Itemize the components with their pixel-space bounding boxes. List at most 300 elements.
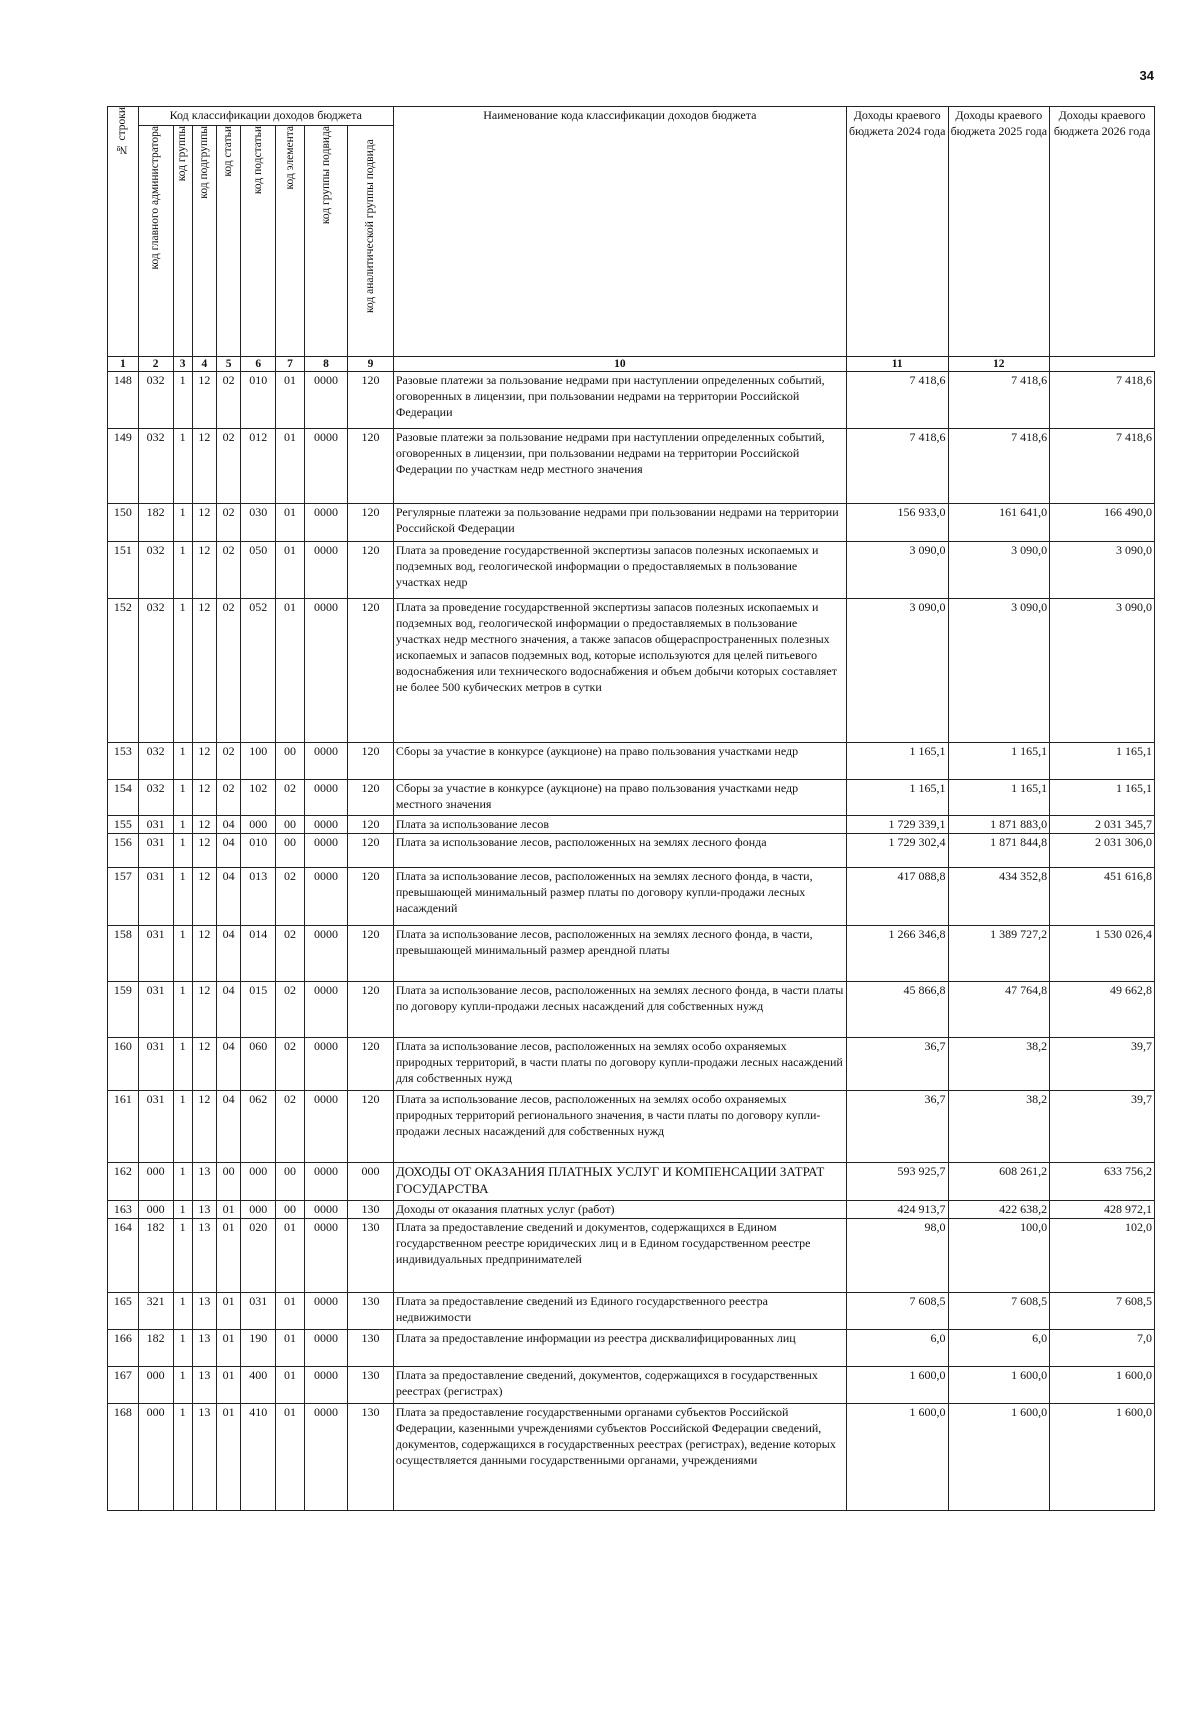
table-row <box>108 504 1155 542</box>
column-number: 1 <box>108 357 139 372</box>
code-admin: 032 <box>138 372 173 429</box>
code-article: 02 <box>217 542 241 599</box>
amount-2025: 3 090,0 <box>948 599 1050 743</box>
code-element: 01 <box>276 542 305 599</box>
code-analytic-group: 130 <box>348 1219 394 1293</box>
column-number: 12 <box>948 357 1050 372</box>
amount-2025: 7 608,5 <box>948 1293 1050 1330</box>
code-analytic-group: 120 <box>348 816 394 834</box>
amount-2026: 451 616,8 <box>1050 868 1155 926</box>
table-row <box>108 599 1155 743</box>
table-row <box>108 372 1155 429</box>
code-subgroup: 12 <box>192 1038 216 1091</box>
code-subgroup: 13 <box>192 1201 216 1219</box>
amount-2026: 1 600,0 <box>1050 1367 1155 1404</box>
code-analytic-group: 120 <box>348 834 394 868</box>
code-group: 1 <box>173 982 192 1038</box>
code-element: 00 <box>276 743 305 780</box>
code-subgroup: 13 <box>192 1330 216 1367</box>
amount-2024: 417 088,8 <box>846 868 948 926</box>
amount-2026: 1 165,1 <box>1050 780 1155 816</box>
code-group: 1 <box>173 780 192 816</box>
code-element: 00 <box>276 1201 305 1219</box>
revenue-name: Плата за проведение государственной экспертизы запасов полезных ископаемых и подземных вод, геологической информации о предоставляемых в пользование участках недр <box>393 542 846 599</box>
code-group: 1 <box>173 868 192 926</box>
amount-2025: 7 418,6 <box>948 429 1050 504</box>
code-admin: 000 <box>138 1163 173 1201</box>
table-row <box>108 834 1155 868</box>
code-article: 04 <box>217 982 241 1038</box>
code-subgroup: 12 <box>192 868 216 926</box>
code-subgroup: 12 <box>192 429 216 504</box>
column-number: 4 <box>192 357 216 372</box>
amount-2026: 2 031 345,7 <box>1050 816 1155 834</box>
code-subarticle: 012 <box>241 429 276 504</box>
code-subarticle: 014 <box>241 926 276 982</box>
code-subtype-group: 0000 <box>304 926 347 982</box>
code-analytic-group: 130 <box>348 1293 394 1330</box>
amount-2024: 36,7 <box>846 1091 948 1163</box>
code-article: 02 <box>217 504 241 542</box>
row-number: 149 <box>108 429 139 504</box>
amount-2026: 39,7 <box>1050 1091 1155 1163</box>
code-subtype-group: 0000 <box>304 1330 347 1367</box>
table-row <box>108 1091 1155 1163</box>
code-subarticle: 015 <box>241 982 276 1038</box>
code-group: 1 <box>173 429 192 504</box>
code-article: 01 <box>217 1293 241 1330</box>
code-subarticle: 400 <box>241 1367 276 1404</box>
column-number: 10 <box>393 357 846 372</box>
amount-2026: 102,0 <box>1050 1219 1155 1293</box>
code-element: 02 <box>276 1091 305 1163</box>
code-article: 01 <box>217 1219 241 1293</box>
code-element: 02 <box>276 780 305 816</box>
page-number: 34 <box>1139 68 1154 83</box>
revenue-name: Сборы за участие в конкурсе (аукционе) на право пользования участками недр <box>393 743 846 780</box>
amount-2024: 45 866,8 <box>846 982 948 1038</box>
code-article: 01 <box>217 1404 241 1511</box>
code-subtype-group: 0000 <box>304 743 347 780</box>
row-number: 159 <box>108 982 139 1038</box>
amount-2024: 1 266 346,8 <box>846 926 948 982</box>
amount-2024: 7 418,6 <box>846 429 948 504</box>
code-subarticle: 102 <box>241 780 276 816</box>
code-group: 1 <box>173 504 192 542</box>
code-admin: 182 <box>138 1330 173 1367</box>
code-subgroup: 13 <box>192 1293 216 1330</box>
amount-2024: 3 090,0 <box>846 542 948 599</box>
amount-2024: 1 729 302,4 <box>846 834 948 868</box>
amount-2026: 428 972,1 <box>1050 1201 1155 1219</box>
amount-2026: 7 418,6 <box>1050 429 1155 504</box>
code-element: 02 <box>276 868 305 926</box>
code-group: 1 <box>173 1038 192 1091</box>
amount-2026: 633 756,2 <box>1050 1163 1155 1201</box>
code-subarticle: 000 <box>241 816 276 834</box>
code-article: 02 <box>217 743 241 780</box>
row-number: 157 <box>108 868 139 926</box>
amount-2026: 1 600,0 <box>1050 1404 1155 1511</box>
code-admin: 321 <box>138 1293 173 1330</box>
code-element: 01 <box>276 372 305 429</box>
code-article: 02 <box>217 599 241 743</box>
code-admin: 182 <box>138 1219 173 1293</box>
code-subgroup: 12 <box>192 504 216 542</box>
code-subarticle: 062 <box>241 1091 276 1163</box>
code-subtype-group: 0000 <box>304 429 347 504</box>
code-analytic-group: 120 <box>348 743 394 780</box>
code-subarticle: 060 <box>241 1038 276 1091</box>
header-code-group-col: код группы <box>173 126 192 357</box>
revenue-name: Плата за предоставление сведений и документов, содержащихся в Едином государственном реестре юридических лиц и в Едином государственном реестре индивидуальных предпринимателей <box>393 1219 846 1293</box>
row-number: 153 <box>108 743 139 780</box>
code-group: 1 <box>173 372 192 429</box>
revenue-name: Плата за предоставление сведений, документов, содержащихся в государственных реестрах (регистрах) <box>393 1367 846 1404</box>
header-code-subgroup: код подгруппы <box>192 126 216 357</box>
code-article: 01 <box>217 1367 241 1404</box>
code-group: 1 <box>173 1201 192 1219</box>
code-subtype-group: 0000 <box>304 599 347 743</box>
code-element: 00 <box>276 816 305 834</box>
code-analytic-group: 120 <box>348 542 394 599</box>
code-admin: 000 <box>138 1201 173 1219</box>
code-group: 1 <box>173 1219 192 1293</box>
revenue-name: Плата за использование лесов, расположенных на землях особо охраняемых природных территорий, в части платы по договору купли-продажи лесных насаждений для собственных нужд <box>393 1038 846 1091</box>
code-subarticle: 050 <box>241 542 276 599</box>
amount-2024: 3 090,0 <box>846 599 948 743</box>
code-subgroup: 12 <box>192 926 216 982</box>
row-number: 156 <box>108 834 139 868</box>
code-subarticle: 013 <box>241 868 276 926</box>
code-analytic-group: 120 <box>348 1038 394 1091</box>
code-analytic-group: 120 <box>348 926 394 982</box>
table-row <box>108 816 1155 834</box>
amount-2024: 6,0 <box>846 1330 948 1367</box>
header-code-admin: код главного администратора <box>138 126 173 357</box>
code-subtype-group: 0000 <box>304 868 347 926</box>
code-element: 02 <box>276 1038 305 1091</box>
amount-2025: 1 389 727,2 <box>948 926 1050 982</box>
code-element: 00 <box>276 834 305 868</box>
code-subarticle: 010 <box>241 834 276 868</box>
code-group: 1 <box>173 1367 192 1404</box>
amount-2026: 49 662,8 <box>1050 982 1155 1038</box>
code-subtype-group: 0000 <box>304 1219 347 1293</box>
code-subarticle: 190 <box>241 1330 276 1367</box>
code-subgroup: 12 <box>192 599 216 743</box>
code-analytic-group: 120 <box>348 429 394 504</box>
amount-2025: 47 764,8 <box>948 982 1050 1038</box>
code-subtype-group: 0000 <box>304 504 347 542</box>
row-number: 163 <box>108 1201 139 1219</box>
code-admin: 031 <box>138 816 173 834</box>
code-analytic-group: 120 <box>348 1091 394 1163</box>
code-article: 04 <box>217 1038 241 1091</box>
amount-2025: 161 641,0 <box>948 504 1050 542</box>
header-year-2025: Доходы краевого бюджета 2025 года <box>948 107 1050 357</box>
code-element: 01 <box>276 1330 305 1367</box>
header-row-number: № строки <box>108 107 139 357</box>
amount-2026: 7 608,5 <box>1050 1293 1155 1330</box>
code-element: 01 <box>276 1219 305 1293</box>
header-code-subarticle: код подстатьи <box>241 126 276 357</box>
code-article: 01 <box>217 1201 241 1219</box>
row-number: 160 <box>108 1038 139 1091</box>
amount-2025: 7 418,6 <box>948 372 1050 429</box>
amount-2026: 1 165,1 <box>1050 743 1155 780</box>
table-row <box>108 868 1155 926</box>
column-number: 5 <box>217 357 241 372</box>
code-analytic-group: 120 <box>348 372 394 429</box>
amount-2026: 7,0 <box>1050 1330 1155 1367</box>
amount-2024: 1 165,1 <box>846 743 948 780</box>
code-article: 04 <box>217 816 241 834</box>
code-group: 1 <box>173 926 192 982</box>
code-subgroup: 12 <box>192 780 216 816</box>
code-analytic-group: 120 <box>348 780 394 816</box>
amount-2025: 422 638,2 <box>948 1201 1050 1219</box>
code-admin: 031 <box>138 926 173 982</box>
code-subgroup: 12 <box>192 372 216 429</box>
amount-2026: 7 418,6 <box>1050 372 1155 429</box>
code-element: 01 <box>276 1404 305 1511</box>
row-number: 167 <box>108 1367 139 1404</box>
row-number: 154 <box>108 780 139 816</box>
row-number: 165 <box>108 1293 139 1330</box>
code-subtype-group: 0000 <box>304 542 347 599</box>
code-element: 01 <box>276 1367 305 1404</box>
code-subarticle: 010 <box>241 372 276 429</box>
code-subgroup: 13 <box>192 1219 216 1293</box>
header-code-article: код статьи <box>217 126 241 357</box>
code-group: 1 <box>173 599 192 743</box>
row-number: 152 <box>108 599 139 743</box>
code-article: 04 <box>217 868 241 926</box>
code-analytic-group: 130 <box>348 1330 394 1367</box>
column-number: 9 <box>348 357 394 372</box>
code-subtype-group: 0000 <box>304 1404 347 1511</box>
amount-2024: 1 165,1 <box>846 780 948 816</box>
code-group: 1 <box>173 1293 192 1330</box>
revenue-name: ДОХОДЫ ОТ ОКАЗАНИЯ ПЛАТНЫХ УСЛУГ И КОМПЕНСАЦИИ ЗАТРАТ ГОСУДАРСТВА <box>393 1163 846 1201</box>
code-article: 04 <box>217 926 241 982</box>
table-row <box>108 1367 1155 1404</box>
row-number: 150 <box>108 504 139 542</box>
header-name: Наименование кода классификации доходов бюджета <box>393 107 846 357</box>
code-admin: 000 <box>138 1404 173 1511</box>
table-row <box>108 1219 1155 1293</box>
code-element: 01 <box>276 599 305 743</box>
table-row <box>108 1404 1155 1511</box>
code-element: 01 <box>276 429 305 504</box>
header-code-subtype-group: код группы подвида <box>304 126 347 357</box>
code-subtype-group: 0000 <box>304 1367 347 1404</box>
code-subarticle: 020 <box>241 1219 276 1293</box>
code-article: 00 <box>217 1163 241 1201</box>
table-row <box>108 982 1155 1038</box>
code-subtype-group: 0000 <box>304 1038 347 1091</box>
table-header <box>108 107 1155 372</box>
code-admin: 000 <box>138 1367 173 1404</box>
code-subarticle: 100 <box>241 743 276 780</box>
table-row <box>108 429 1155 504</box>
revenue-name: Плата за использование лесов, расположенных на землях лесного фонда <box>393 834 846 868</box>
table-row <box>108 1038 1155 1091</box>
code-subtype-group: 0000 <box>304 816 347 834</box>
code-admin: 031 <box>138 1091 173 1163</box>
revenue-name: Разовые платежи за пользование недрами при наступлении определенных событий, оговоренных в лицензии, при пользовании недрами на территории Российской Федерации <box>393 372 846 429</box>
amount-2025: 1 871 883,0 <box>948 816 1050 834</box>
column-numbers-row <box>108 357 1155 372</box>
amount-2025: 6,0 <box>948 1330 1050 1367</box>
code-subtype-group: 0000 <box>304 1163 347 1201</box>
code-subtype-group: 0000 <box>304 780 347 816</box>
revenue-name: Доходы от оказания платных услуг (работ) <box>393 1201 846 1219</box>
row-number: 164 <box>108 1219 139 1293</box>
revenue-name: Плата за предоставление сведений из Единого государственного реестра недвижимости <box>393 1293 846 1330</box>
row-number: 151 <box>108 542 139 599</box>
budget-revenue-table <box>107 106 1155 1511</box>
table-row <box>108 1293 1155 1330</box>
code-admin: 182 <box>138 504 173 542</box>
table-body <box>108 372 1155 1511</box>
code-admin: 031 <box>138 868 173 926</box>
amount-2026: 2 031 306,0 <box>1050 834 1155 868</box>
header-year-2026: Доходы краевого бюджета 2026 года <box>1050 107 1155 357</box>
row-number: 162 <box>108 1163 139 1201</box>
amount-2024: 7 608,5 <box>846 1293 948 1330</box>
amount-2026: 1 530 026,4 <box>1050 926 1155 982</box>
code-subtype-group: 0000 <box>304 982 347 1038</box>
amount-2025: 1 600,0 <box>948 1404 1050 1511</box>
amount-2024: 156 933,0 <box>846 504 948 542</box>
row-number: 148 <box>108 372 139 429</box>
revenue-name: Плата за предоставление информации из реестра дисквалифицированных лиц <box>393 1330 846 1367</box>
code-article: 04 <box>217 1091 241 1163</box>
header-code-analytic-group: код аналитической группы подвида <box>348 126 394 357</box>
column-number: 11 <box>846 357 948 372</box>
code-group: 1 <box>173 1404 192 1511</box>
amount-2026: 3 090,0 <box>1050 599 1155 743</box>
amount-2026: 166 490,0 <box>1050 504 1155 542</box>
revenue-name: Плата за использование лесов, расположенных на землях лесного фонда, в части платы по договору купли-продажи лесных насаждений для собственных нужд <box>393 982 846 1038</box>
code-admin: 031 <box>138 834 173 868</box>
code-element: 02 <box>276 982 305 1038</box>
code-subgroup: 13 <box>192 1367 216 1404</box>
table-row <box>108 542 1155 599</box>
amount-2024: 424 913,7 <box>846 1201 948 1219</box>
column-number: 2 <box>138 357 173 372</box>
amount-2025: 1 165,1 <box>948 743 1050 780</box>
code-admin: 032 <box>138 599 173 743</box>
code-subarticle: 052 <box>241 599 276 743</box>
code-subtype-group: 0000 <box>304 372 347 429</box>
code-subgroup: 12 <box>192 542 216 599</box>
amount-2024: 1 729 339,1 <box>846 816 948 834</box>
amount-2026: 39,7 <box>1050 1038 1155 1091</box>
header-code-element: код элемента <box>276 126 305 357</box>
code-group: 1 <box>173 743 192 780</box>
amount-2024: 593 925,7 <box>846 1163 948 1201</box>
column-number: 7 <box>276 357 305 372</box>
code-subtype-group: 0000 <box>304 1091 347 1163</box>
code-subarticle: 030 <box>241 504 276 542</box>
table-row <box>108 1330 1155 1367</box>
code-group: 1 <box>173 816 192 834</box>
code-admin: 032 <box>138 780 173 816</box>
column-number: 8 <box>304 357 347 372</box>
code-subtype-group: 0000 <box>304 834 347 868</box>
amount-2025: 1 871 844,8 <box>948 834 1050 868</box>
code-admin: 032 <box>138 429 173 504</box>
amount-2025: 100,0 <box>948 1219 1050 1293</box>
revenue-name: Разовые платежи за пользование недрами при наступлении определенных событий, оговоренных в лицензии, при пользовании недрами на территории Российской Федерации по участкам недр местного значения <box>393 429 846 504</box>
code-subarticle: 000 <box>241 1201 276 1219</box>
code-subgroup: 13 <box>192 1404 216 1511</box>
row-number: 168 <box>108 1404 139 1511</box>
revenue-name: Плата за использование лесов, расположенных на землях лесного фонда, в части, превышающей минимальный размер арендной платы <box>393 926 846 982</box>
code-article: 01 <box>217 1330 241 1367</box>
amount-2025: 1 165,1 <box>948 780 1050 816</box>
amount-2025: 608 261,2 <box>948 1163 1050 1201</box>
code-subtype-group: 0000 <box>304 1293 347 1330</box>
column-number: 3 <box>173 357 192 372</box>
amount-2025: 1 600,0 <box>948 1367 1050 1404</box>
code-element: 02 <box>276 926 305 982</box>
amount-2025: 38,2 <box>948 1038 1050 1091</box>
code-analytic-group: 130 <box>348 1201 394 1219</box>
amount-2024: 36,7 <box>846 1038 948 1091</box>
revenue-name: Плата за использование лесов, расположенных на землях лесного фонда, в части, превышающей минимальный размер платы по договору купли-продажи лесных насаждений <box>393 868 846 926</box>
code-article: 02 <box>217 372 241 429</box>
revenue-name: Регулярные платежи за пользование недрами при пользовании недрами на территории Российской Федерации <box>393 504 846 542</box>
code-group: 1 <box>173 542 192 599</box>
code-element: 01 <box>276 1293 305 1330</box>
table-row <box>108 926 1155 982</box>
revenue-name: Сборы за участие в конкурсе (аукционе) на право пользования участками недр местного значения <box>393 780 846 816</box>
table-row <box>108 743 1155 780</box>
column-number: 6 <box>241 357 276 372</box>
table-row <box>108 1201 1155 1219</box>
code-subarticle: 031 <box>241 1293 276 1330</box>
row-number: 158 <box>108 926 139 982</box>
code-analytic-group: 120 <box>348 982 394 1038</box>
code-element: 00 <box>276 1163 305 1201</box>
code-subgroup: 12 <box>192 743 216 780</box>
code-analytic-group: 130 <box>348 1404 394 1511</box>
amount-2026: 3 090,0 <box>1050 542 1155 599</box>
code-analytic-group: 000 <box>348 1163 394 1201</box>
code-subtype-group: 0000 <box>304 1201 347 1219</box>
code-subgroup: 12 <box>192 834 216 868</box>
table-row <box>108 1163 1155 1201</box>
code-group: 1 <box>173 834 192 868</box>
code-admin: 031 <box>138 1038 173 1091</box>
code-analytic-group: 120 <box>348 504 394 542</box>
row-number: 166 <box>108 1330 139 1367</box>
revenue-name: Плата за использование лесов <box>393 816 846 834</box>
amount-2024: 98,0 <box>846 1219 948 1293</box>
code-analytic-group: 130 <box>348 1367 394 1404</box>
code-element: 01 <box>276 504 305 542</box>
revenue-name: Плата за использование лесов, расположенных на землях особо охраняемых природных территорий регионального значения, в части платы по договору купли-продажи лесных насаждений для собственных нужд <box>393 1091 846 1163</box>
code-group: 1 <box>173 1091 192 1163</box>
amount-2025: 38,2 <box>948 1091 1050 1163</box>
code-analytic-group: 120 <box>348 868 394 926</box>
code-group: 1 <box>173 1330 192 1367</box>
code-admin: 032 <box>138 743 173 780</box>
